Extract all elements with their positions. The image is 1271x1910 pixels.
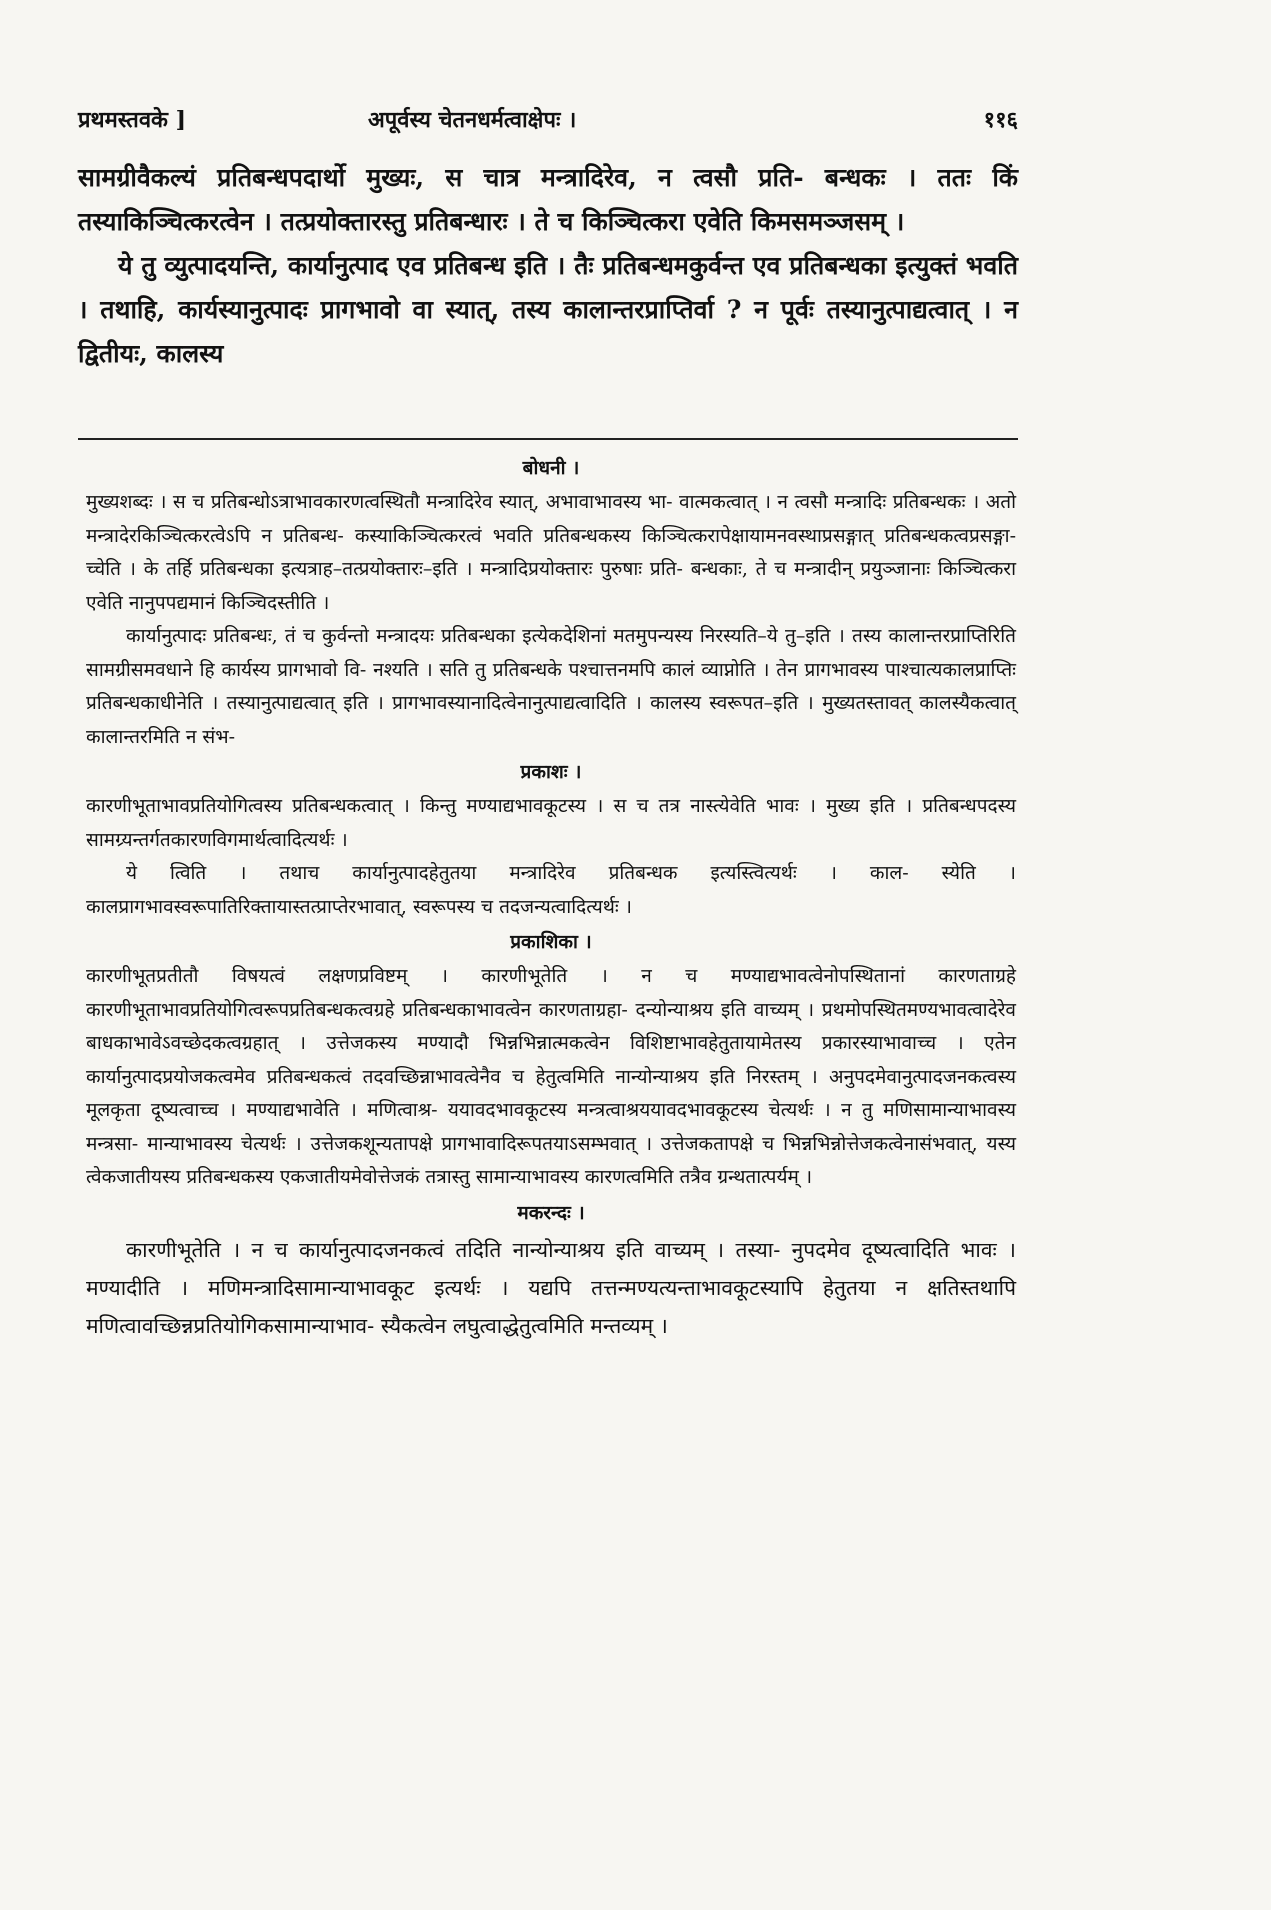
header-title: अपूर्वस्य चेतनधर्मत्वाक्षेपः ।: [368, 107, 577, 133]
prakasha-paragraph-1: कारणीभूताभावप्रतियोगित्वस्य प्रतिबन्धकत्वात् । किन्तु मण्याद्यभावकूटस्य । स च तत्र नास्त्येवेति भावः । मुख्य इति । प्रतिबन्धपदस्य सामग्र्यन्तर्गतकारणविगमार्थत्वादित्यर्थः ।: [86, 795, 1016, 851]
main-text: [78, 156, 1018, 376]
prakashika-paragraph-1: कारणीभूतप्रतीतौ विषयत्वं लक्षणप्रविष्टम् । कारणीभूतेति । न च मण्याद्यभावत्वेनोपस्थितानां कारणताग्रहे कारणीभूताभावप्रतियोगित्वरूपप्रतिबन्धकत्वग्रहे प्रतिबन्धकाभावत्वेन कारणताग्रहा- दन्योन्याश्रय इति वाच्यम् । प्रथमोपस्थितमण्यभावत्वादेरेव बाधकाभावेऽवच्छेदकत्वग्रहात् । उत्तेजकस्य मण्यादौ भिन्नभिन्नात्मकत्वेन विशिष्टाभावहेतुतायामेतस्य प्रकारस्याभावाच्च । एतेन कार्यानुत्पादप्रयोजकत्वमेव प्रतिबन्धकत्वं तदवच्छिन्नाभावत्वेनैव च हेतुत्वमिति नान्योन्याश्रय इति निरस्तम् । अनुपदमेवानुत्पादजनकत्वस्य मूलकृता दूष्यत्वाच्च । मण्याद्यभावेति । मणित्वाश्र- ययावदभावकूटस्य मन्त्रत्वाश्रययावदभावकूटस्य चेत्यर्थः । न तु मणिसामान्याभावस्य मन्त्रसा- मान्याभावस्य चेत्यर्थः । उत्तेजकशून्यतापक्षे प्रागभावादिरूपतयाऽसम्भवात् । उत्तेजकतापक्षे च भिन्नभिन्नोत्तेजकत्वेनासंभवात्, यस्य त्वेकजातीयस्य प्रतिबन्धकस्य एकजातीयमेवोत्तेजकं तत्रास्तु सामान्याभावस्य कारणत्वमिति तत्रैव ग्रन्थतात्पर्यम् ।: [86, 965, 1016, 1188]
header-section: प्रथमस्तवके ]: [78, 107, 187, 133]
divider-rule: [78, 438, 1018, 440]
main-paragraph-1: सामग्रीवैकल्यं प्रतिबन्धपदार्थो मुख्यः, स चात्र मन्त्रादिरेव, न त्वसौ प्रति- बन्धकः । ततः किं तस्याकिञ्चित्करत्वेन । तत्प्रयोक्तारस्तु प्रतिबन्धारः । ते च किञ्चित्करा एवेति किमसमञ्जसम् ।: [78, 163, 1018, 236]
bodhini-paragraph-1: मुख्यशब्दः । स च प्रतिबन्धोऽत्राभावकारणत्वस्थितौ मन्त्रादिरेव स्यात्, अभावाभावस्य भा- वात्मकत्वात् । न त्वसौ मन्त्रादिः प्रतिबन्धकः । अतो मन्त्रादेरकिञ्चित्करत्वेऽपि न प्रतिबन्ध- कस्याकिञ्चित्करत्वं भवति प्रतिबन्धकस्य किञ्चित्करापेक्षायामनवस्थाप्रसङ्गात् प्रतिबन्धकत्वप्रसङ्गा- च्चेति । के तर्हि प्रतिबन्धका इत्यत्राह–तत्प्रयोक्तारः–इति । मन्त्रादिप्रयोक्तारः पुरुषाः प्रति- बन्धकाः, ते च मन्त्रादीन् प्रयुञ्जानाः किञ्चित्करा एवेति नानुपपद्यमानं किञ्चिदस्तीति ।: [86, 491, 1016, 614]
prakasha-heading: प्रकाशः ।: [520, 761, 582, 783]
makaranda-heading: मकरन्दः ।: [517, 1201, 585, 1224]
page-number: ११६: [983, 107, 1018, 133]
main-paragraph-2: ये तु व्युत्पादयन्ति, कार्यानुत्पाद एव प्रतिबन्ध इति । तैः प्रतिबन्धमकुर्वन्त एव प्रतिबन्धका इत्युक्तं भवति । तथाहि, कार्यस्यानुत्पादः प्रागभावो वा स्यात्, तस्य कालान्तरप्राप्तिर्वा ? न पूर्वः तस्यानुत्पाद्यत्वात् । न द्वितीयः, कालस्य: [78, 251, 1018, 368]
bodhini-paragraph-2: कार्यानुत्पादः प्रतिबन्धः, तं च कुर्वन्तो मन्त्रादयः प्रतिबन्धका इत्येकदेशिनां मतमुपन्यस्य निरस्यति–ये तु–इति । तस्य कालान्तरप्राप्तिरिति सामग्रीसमवधाने हि कार्यस्य प्रागभावो वि- नश्यति । सति तु प्रतिबन्धके पश्चात्तनमपि कालं व्याप्नोति । तेन प्रागभावस्य पाश्चात्यकालप्राप्तिः प्रतिबन्धकाधीनेति । तस्यानुत्पाद्यत्वात् इति । प्रागभावस्यानादित्वेनानुत्पाद्यत्वादिति । कालस्य स्वरूपत–इति । मुख्यतस्तावत् कालस्यैकत्वात् कालान्तरमिति न संभ-: [86, 625, 1016, 748]
commentaries: [86, 450, 1016, 1345]
makaranda-paragraph-1: कारणीभूतेति । न च कार्यानुत्पादजनकत्वं तदिति नान्योन्याश्रय इति वाच्यम् । तस्या- नुपदमेव दूष्यत्वादिति भावः । मण्यादीति । मणिमन्त्रादिसामान्याभावकूट इत्यर्थः । यद्यपि तत्तन्मण्यत्यन्ताभावकूटस्यापि हेतुतया न क्षतिस्तथापि मणित्वावच्छिन्नप्रतियोगिकसामान्याभाव- स्यैकत्वेन लघुत्वाद्धेतुत्वमिति मन्तव्यम् ।: [86, 1237, 1016, 1338]
running-header: [78, 104, 1018, 138]
bodhini-heading: बोधनी ।: [522, 457, 580, 479]
prakasha-paragraph-2: ये त्विति । तथाच कार्यानुत्पादहेतुतया मन्त्रादिरेव प्रतिबन्धक इत्यस्त्वित्यर्थः । काल- स्येति । कालप्रागभावस्वरूपातिरिक्तायास्तत्प्राप्तेरभावात्, स्वरूपस्य च तदजन्यत्वादित्यर्थः ।: [86, 862, 1016, 918]
prakashika-heading: प्रकाशिका ।: [510, 931, 592, 953]
